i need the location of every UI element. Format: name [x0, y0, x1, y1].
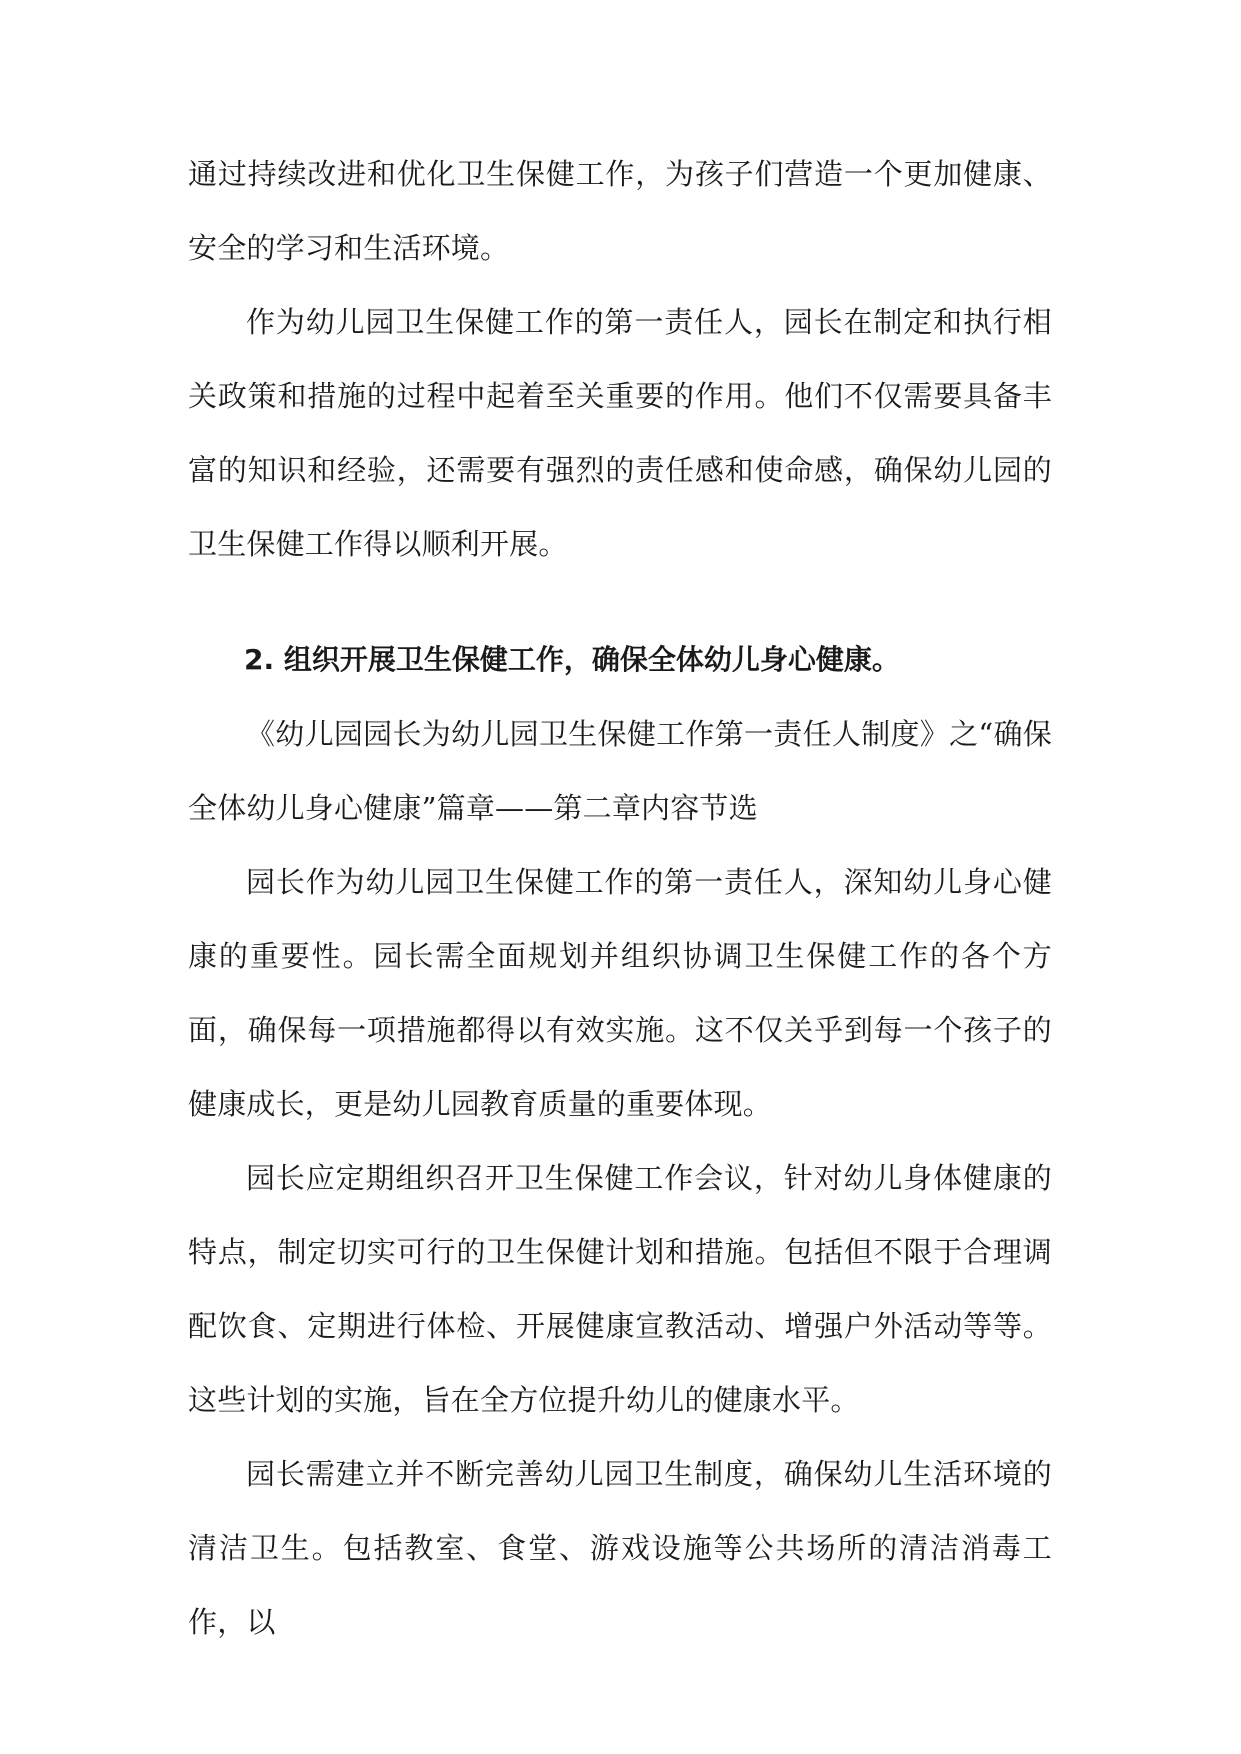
document-page — [188, 137, 1052, 1659]
paragraph-importance: 园长作为幼儿园卫生保健工作的第一责任人，深知幼儿身心健康的重要性。园长需全面规划并组织协调卫生保健工作的各个方面，确保每一项措施都得以有效实施。这不仅关乎到每一个孩子的健康成长，更是幼儿园教育质量的重要体现。 — [188, 865, 1052, 1121]
paragraph-responsibility: 作为幼儿园卫生保健工作的第一责任人，园长在制定和执行相关政策和措施的过程中起着至关重要的作用。他们不仅需要具备丰富的知识和经验，还需要有强烈的责任感和使命感，确保幼儿园的卫生保健工作得以顺利开展。 — [188, 305, 1052, 561]
section-heading: 2. 组织开展卫生保健工作，确保全体幼儿身心健康。 — [244, 643, 900, 676]
paragraph-hygiene-system: 园长需建立并不断完善幼儿园卫生制度，确保幼儿生活环境的清洁卫生。包括教室、食堂、游戏设施等公共场所的清洁消毒工作，以 — [188, 1457, 1052, 1639]
paragraph-excerpt-title: 《幼儿园园长为幼儿园卫生保健工作第一责任人制度》之“确保全体幼儿身心健康”篇章——第二章内容节选 — [188, 717, 1052, 825]
paragraph-meetings: 园长应定期组织召开卫生保健工作会议，针对幼儿身体健康的特点，制定切实可行的卫生保健计划和措施。包括但不限于合理调配饮食、定期进行体检、开展健康宣教活动、增强户外活动等等。这些计划的实施，旨在全方位提升幼儿的健康水平。 — [188, 1161, 1052, 1417]
section-spacer — [188, 581, 1052, 623]
paragraph-continued: 通过持续改进和优化卫生保健工作，为孩子们营造一个更加健康、安全的学习和生活环境。 — [188, 157, 1052, 265]
